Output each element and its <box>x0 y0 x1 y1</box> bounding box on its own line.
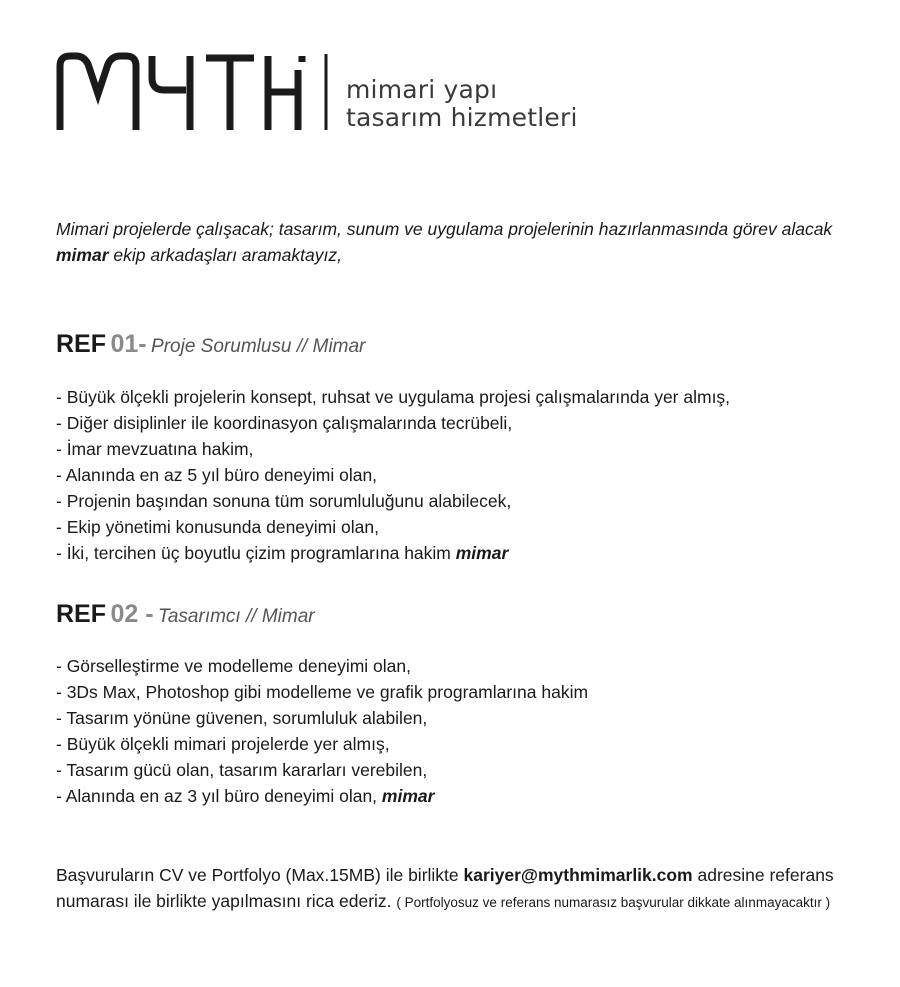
list-item: - Büyük ölçekli projelerin konsept, ruhsat ve uygulama projesi çalışmalarında yer almış, <box>56 387 731 407</box>
ref1-title: Proje Sorumlusu // Mimar <box>151 336 366 357</box>
list-item: - 3Ds Max, Photoshop gibi modelleme ve grafik programlarına hakim <box>56 682 589 702</box>
ref2-number: 02 - <box>110 600 154 628</box>
ref1-number: 01- <box>110 330 147 358</box>
list-item: - Tasarım gücü olan, tasarım kararları verebilen, <box>56 760 428 780</box>
list-item: - Ekip yönetimi konusunda deneyimi olan, <box>56 517 379 537</box>
tagline-line-1: mimari yapı <box>346 75 498 104</box>
list-item <box>56 783 588 809</box>
list-item: - Projenin başından sonuna tüm sorumluluğunu alabilecek, <box>56 491 512 511</box>
footer-small-note: ( Portfolyosuz ve referans numarasız başvurular dikkate alınmayacaktır ) <box>396 895 831 910</box>
list-item-text: - İki, tercihen üç boyutlu çizim programlarına hakim <box>56 543 456 563</box>
ref2-requirements-list <box>56 653 588 809</box>
ref2-ref-word: REF <box>56 600 106 628</box>
ref1-heading <box>56 330 365 359</box>
list-item: - İmar mevzuatına hakim, <box>56 439 254 459</box>
list-item <box>56 540 730 566</box>
ref1-ref-word: REF <box>56 330 106 358</box>
footer-text-1: Başvuruların CV ve Portfolyo (Max.15MB) ile birlikte <box>56 865 464 885</box>
intro-bold-mimar: mimar <box>56 245 109 265</box>
list-item: - Büyük ölçekli mimari projelerde yer almış, <box>56 734 390 754</box>
list-item: - Tasarım yönüne güvenen, sorumluluk alabilen, <box>56 708 428 728</box>
ref2-heading <box>56 600 315 629</box>
intro-text-after: ekip arkadaşları aramaktayız, <box>108 245 342 265</box>
intro-text-before: Mimari projelerde çalışacak; tasarım, sunum ve uygulama projelerinin hazırlanmasında görev alacak <box>56 219 833 239</box>
logo-divider <box>322 50 332 134</box>
ref1-last-bold-mimar: mimar <box>455 543 509 563</box>
list-item: - Diğer disiplinler ile koordinasyon çalışmalarında tecrübeli, <box>56 413 513 433</box>
ref2-title: Tasarımcı // Mimar <box>158 606 315 627</box>
application-note <box>56 862 886 914</box>
tagline-line-2: tasarım hizmetleri <box>346 103 578 132</box>
list-item: - Alanında en az 5 yıl büro deneyimi olan, <box>56 465 378 485</box>
ref2-last-bold-mimar: mimar <box>381 786 435 806</box>
intro-paragraph <box>56 216 876 268</box>
contact-email[interactable]: kariyer@mythmimarlik.com <box>463 865 693 885</box>
myth-logo-mark <box>56 50 336 134</box>
list-item-text: - Alanında en az 3 yıl büro deneyimi olan, <box>56 786 382 806</box>
tagline <box>346 76 578 132</box>
footer-text-2: adresine referans numarası ile birlikte yapılmasını rica ederiz. <box>56 865 834 911</box>
ref1-requirements-list <box>56 384 730 566</box>
list-item: - Görselleştirme ve modelleme deneyimi olan, <box>56 656 411 676</box>
